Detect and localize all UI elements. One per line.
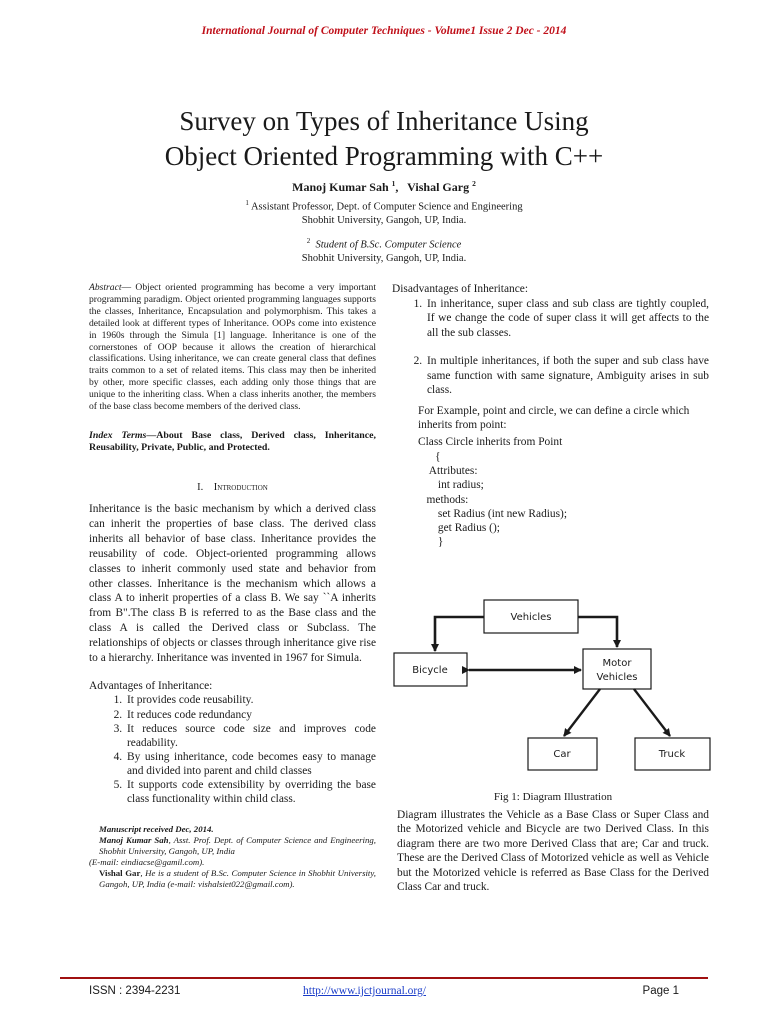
motor-label-line-2: Vehicles <box>596 672 638 683</box>
section-title: Introduction <box>213 481 268 493</box>
arrow-motor-to-truck <box>634 689 670 736</box>
motor-label-line-1: Motor <box>602 658 632 669</box>
advantages-list <box>89 693 376 806</box>
author-2: Vishal Garg <box>407 180 470 194</box>
journal-header: International Journal of Computer Techniques - Volume1 Issue 2 Dec - 2014 <box>201 25 567 37</box>
page-number: Page 1 <box>642 985 679 997</box>
footnote-author-1-name: Manoj Kumar Sah <box>99 835 169 846</box>
list-item: 3. It reduces source code size and improves code readability. <box>125 722 376 750</box>
affiliation-2-sup: 2 <box>306 237 311 245</box>
code-line: Attributes: <box>418 464 478 477</box>
advantages-section <box>89 679 376 806</box>
arrow-motor-to-car <box>564 689 600 736</box>
abstract <box>89 282 376 413</box>
arrow-vehicles-to-motor <box>578 617 617 647</box>
example-intro: For Example, point and circle, we can define a circle which inherits from point: <box>418 404 690 432</box>
affiliation-1-sup: 1 <box>245 199 249 207</box>
index-terms-text: —About Base class, Derived class, Inheritance, Reusability, Private, Public, and Protected. <box>89 429 377 454</box>
affiliation-2 <box>0 235 768 265</box>
affiliation-2-line-2: Shobhit University, Gangoh, UP, India. <box>301 252 467 264</box>
author-2-sup: 2 <box>472 179 476 188</box>
code-line: int radius; <box>418 479 484 492</box>
right-column <box>392 282 709 550</box>
list-item: 4. By using inheritance, code becomes easy to manage and divided into parent and child classes <box>125 750 376 778</box>
bicycle-label: Bicycle <box>412 665 448 676</box>
code-line: { <box>418 450 441 463</box>
code-line: Class Circle inherits from Point <box>418 436 563 449</box>
diagram-svg <box>388 592 718 782</box>
car-label: Car <box>553 749 571 760</box>
arrow-vehicles-to-bicycle <box>435 617 484 651</box>
author-separator: , <box>395 180 399 194</box>
list-item: 2. In multiple inheritances, if both the super and sub class have same function with same signature, Ambiguity arises in sub class. <box>425 354 709 398</box>
footer-divider <box>60 977 708 979</box>
list-item: 5. It supports code extensibility by overriding the base class functionality within child class. <box>125 778 376 806</box>
affiliation-1-line-1: Assistant Professor, Dept. of Computer Science and Engineering <box>250 201 523 213</box>
figure-description: Diagram illustrates the Vehicle as a Base Class or Super Class and the Motorized vehicle and Bicycle are two Derived Class. In this diagram there are two more Derived Class that are; Car and truck. These are the Derived Class of Motorized vehicle as well as Vehicle but the Motorized vehicle is referred as Base Class for the Derived Class Car and truck. <box>397 809 709 894</box>
code-line: get Radius (); <box>418 522 500 535</box>
figure-caption: Fig 1: Diagram Illustration <box>493 791 613 803</box>
left-column <box>89 282 376 890</box>
inheritance-diagram <box>388 592 718 782</box>
footnote-author-1-text: , Asst. Prof. Dept. of Computer Science and Engineering, Shobhit University, Gangoh, UP, India <box>99 835 376 857</box>
index-terms <box>89 430 376 455</box>
footnote-received: Manuscript received Dec, 2014. <box>99 824 214 835</box>
code-line: methods: <box>418 493 469 506</box>
code-line: } <box>418 536 444 549</box>
affiliation-2-line-1: Student of B.Sc. Computer Science <box>315 239 462 251</box>
vehicles-label: Vehicles <box>510 612 552 623</box>
paper-title <box>0 104 768 174</box>
intro-paragraph: Inheritance is the basic mechanism by which a derived class can inherit the properties of base class. The derived class inherits all behavior of base class. Inheritance provides the reusability of code. Object-oriented programming allows classes to inherit commonly used state and behavior from other classes. Inheritance is the mechanism which allows a class A to inherit properties of a class B. We say ``A inherits from B".The class B is referred to as the Base class and the class A is called the Derived class or Subclass. The relationships of objects or classes through inheritance give rise to a hierarchy. Inheritance was invented in 1967 for Simula. <box>89 502 376 665</box>
disadvantages-heading: Disadvantages of Inheritance: <box>392 283 528 295</box>
abstract-lead: Abstract <box>89 282 122 293</box>
footnote-author-2-name: Vishal Gar <box>99 868 141 879</box>
list-item: 2. It reduces code redundancy <box>125 708 376 722</box>
index-terms-lead: Index Terms <box>89 429 147 441</box>
author-1: Manoj Kumar Sah <box>292 180 389 194</box>
footnote-author-2-text: , He is a student of B.Sc. Computer Science in Shobhit University, Gangoh, UP, India (e-mail: vishalsiet022@gmail.com). <box>99 868 376 890</box>
page-footer <box>0 985 768 1003</box>
title-line-2: Object Oriented Programming with C++ <box>164 141 604 171</box>
title-line-1: Survey on Types of Inheritance Using <box>179 106 589 136</box>
list-item: 1. It provides code reusability. <box>125 693 376 707</box>
affiliation-1 <box>0 197 768 227</box>
code-line: set Radius (int new Radius); <box>418 507 568 520</box>
section-heading <box>89 482 376 493</box>
list-item: 1. In inheritance, super class and sub class are tightly coupled, If we change the code of super class it will get affects to the all the sub classes. <box>425 297 709 341</box>
abstract-dash: — <box>121 282 136 293</box>
truck-label: Truck <box>658 749 686 760</box>
code-block <box>397 435 709 549</box>
disadvantages-list <box>397 297 709 398</box>
issn: ISSN : 2394-2231 <box>89 985 181 997</box>
advantages-heading: Advantages of Inheritance: <box>89 679 213 692</box>
abstract-text: Object oriented programming has become a very important programming paradigm. Object oriented programming languages supports the classes, Inheritance, Encapsulation and polymorphism. This takes a detailed look at different types of Inheritance. OOPs come into existence in 1960s through the Simula [1] language. Inheritance is one of the cornerstones of OOP because it allows the creation of hierarchical classifications. Using inheritance, we can create general class that defines traits common to a set of related items. This class may then be inherited by other, more specific classes, each adding only those things that are unique to the inheriting class. When a class inherits another, the members of the base class become members of the derived class. <box>89 282 376 413</box>
footnote <box>89 824 376 890</box>
affiliation-1-line-2: Shobhit University, Gangoh, UP, India. <box>301 214 467 226</box>
section-number: I. <box>197 481 204 493</box>
footnote-author-1-email: (E-mail: eindiacse@gamil.com). <box>89 857 205 868</box>
motor-vehicles-box <box>583 649 651 689</box>
author-1-sup: 1 <box>391 179 396 188</box>
journal-link[interactable]: http://www.ijctjournal.org/ <box>303 985 426 997</box>
authors <box>0 179 768 195</box>
